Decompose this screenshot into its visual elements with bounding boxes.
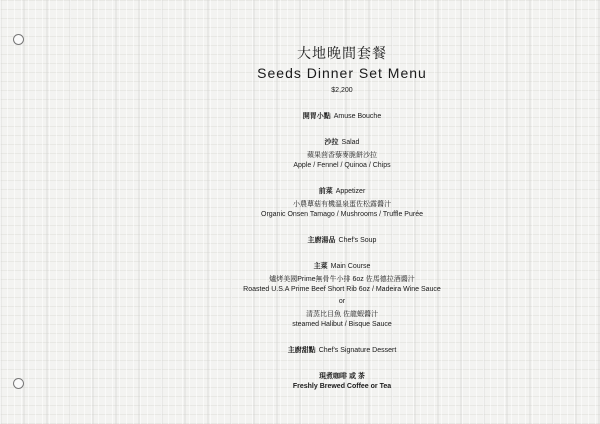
course-soup <box>192 236 492 246</box>
course-title-zh: 主廚湯品 <box>307 237 336 244</box>
menu-card <box>192 44 492 392</box>
course-title-en: Freshly Brewed Coffee or Tea <box>292 383 392 390</box>
course-title-zh: 開胃小點 <box>302 113 331 120</box>
course-main <box>192 262 492 330</box>
menu-title-zh: 大地晚間套餐 <box>297 45 387 61</box>
course-title-zh: 現煮咖啡 或 茶 <box>319 373 365 380</box>
dish-en: Organic Onsen Tamago / Mushrooms / Truffle Purée <box>261 211 423 218</box>
course-title-en: Amuse Bouche <box>333 113 382 120</box>
dish-zh: 爐烤美國Prime無骨牛小排 6oz 佐馬德拉酒醬汁 <box>269 276 415 283</box>
course-title-en: Appetizer <box>335 188 366 195</box>
dish-zh: 蘋果茴香藜麥脆餅沙拉 <box>307 152 377 159</box>
course-title-zh: 前菜 <box>318 188 333 195</box>
course-dessert <box>192 346 492 356</box>
course-drink <box>192 372 492 392</box>
course-title-zh: 沙拉 <box>324 139 339 146</box>
course-title <box>192 346 492 356</box>
course-title-zh: 主菜 <box>313 263 328 270</box>
course-amuse <box>192 112 492 122</box>
course-salad <box>192 138 492 171</box>
course-title <box>192 138 492 148</box>
menu-price: $2,200 <box>331 87 353 94</box>
course-title <box>192 187 492 197</box>
course-title <box>192 236 492 246</box>
course-title-en: Chef's Signature Dessert <box>318 347 397 354</box>
dish-en: Apple / Fennel / Quinoa / Chips <box>293 162 391 169</box>
menu-title-en: Seeds Dinner Set Menu <box>257 65 427 81</box>
course-title <box>192 262 492 272</box>
dish-zh: 清蒸比目魚 佐龍蝦醬汁 <box>306 311 378 318</box>
binder-hole-top <box>13 34 24 45</box>
binder-hole-bottom <box>13 378 24 389</box>
dish-en: steamed Halibut / Bisque Sauce <box>292 321 392 328</box>
course-title-zh: 主廚甜點 <box>287 347 316 354</box>
or-separator: or <box>338 298 346 305</box>
course-title-en: Chef's Soup <box>338 237 377 244</box>
course-appetizer <box>192 187 492 220</box>
course-title-en: Main Course <box>330 263 371 270</box>
dish-zh: 小農蕈菇有機溫泉蛋佐松露醬汁 <box>293 201 391 208</box>
course-title-en: Salad <box>341 139 360 146</box>
course-title <box>192 112 492 122</box>
dish-en: Roasted U.S.A Prime Beef Short Rib 6oz / Madeira Wine Sauce <box>243 286 441 293</box>
